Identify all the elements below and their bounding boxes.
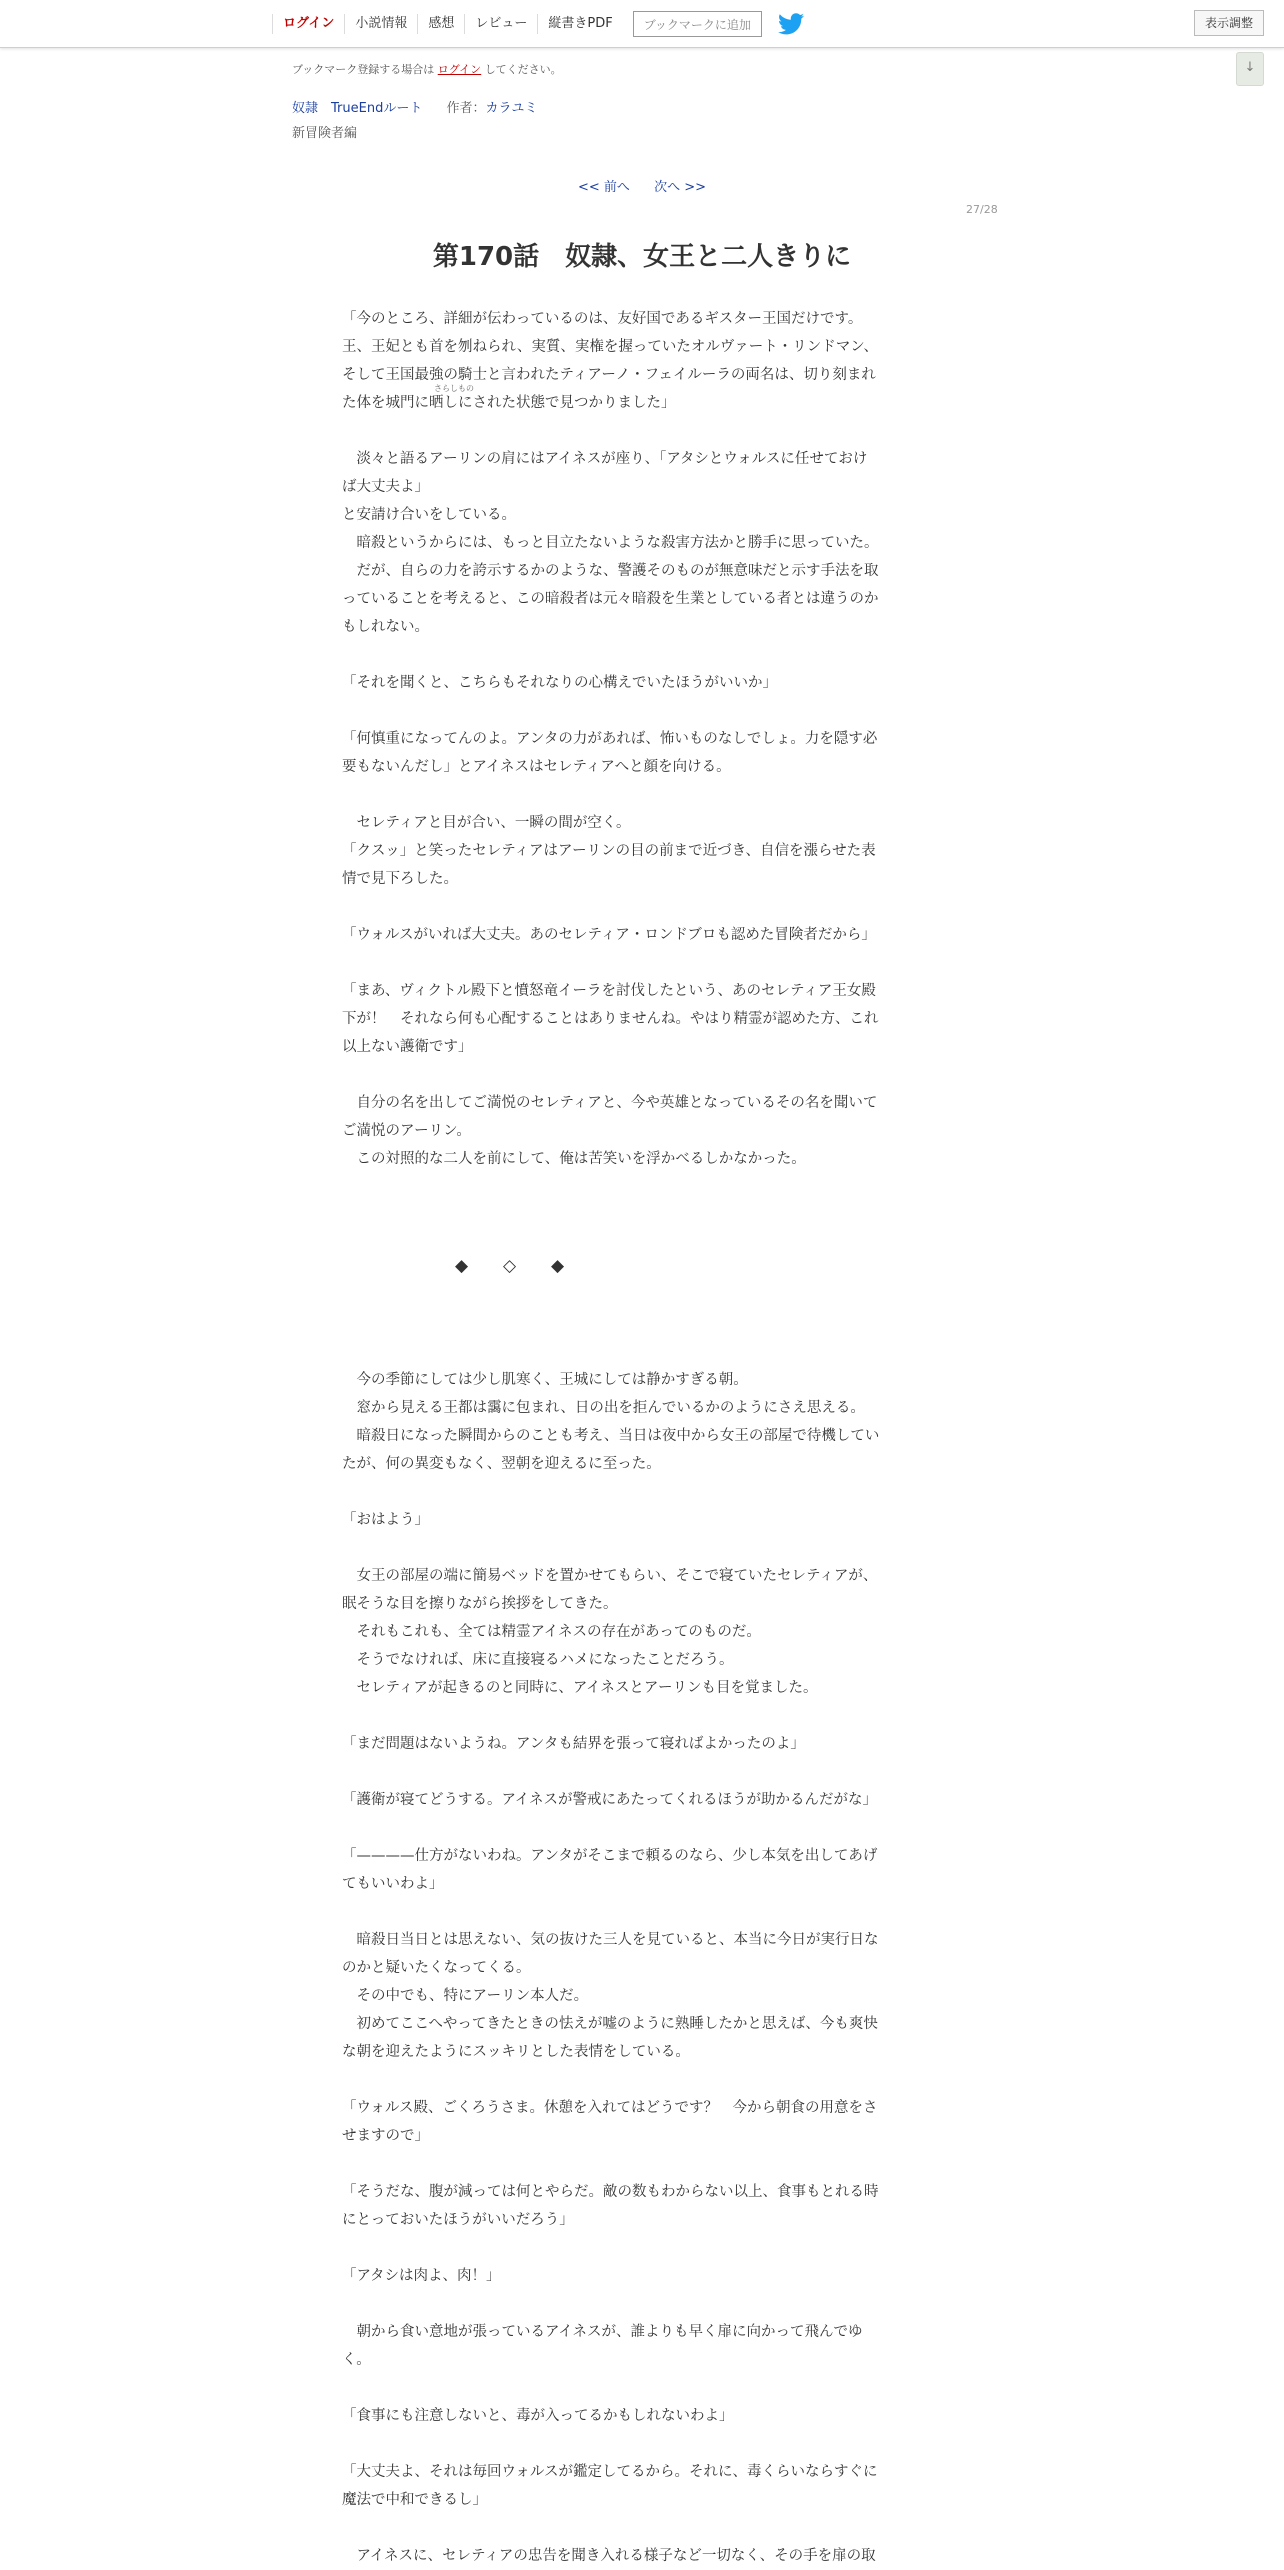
- next-link[interactable]: 次へ >>: [654, 180, 706, 195]
- body-line: [342, 2514, 942, 2542]
- body-line: [342, 697, 942, 725]
- body-line: 以上ない護衛です」: [342, 1039, 473, 1055]
- body-line: [342, 1898, 942, 1926]
- pager: [0, 176, 1284, 195]
- add-bookmark-button[interactable]: ブックマークに追加: [633, 11, 762, 37]
- separator-diamond-2: ◇: [503, 1256, 517, 1276]
- body-line: せますので」: [342, 2128, 429, 2144]
- body-line: 「まだ問題はないようね。アンタも結界を張って寝ればよかったのよ」: [342, 1736, 805, 1752]
- bookmark-notice: [292, 61, 562, 77]
- body-line: 暗殺というからには、もっと目立たないような殺害方法かと勝手に思っていた。: [342, 535, 879, 551]
- body-line: 「アタシは肉よ、肉！」: [342, 2268, 501, 2284]
- body-line: てもいいわよ」: [342, 1876, 444, 1892]
- body-line: ご満悦のアーリン。: [342, 1123, 471, 1139]
- separator-diamond-1: ◆: [455, 1256, 469, 1276]
- prev-link[interactable]: << 前へ: [578, 180, 630, 195]
- body-line: 窓から見える王都は靄に包まれ、日の出を拒んでいるかのようにさえ思える。: [342, 1400, 865, 1416]
- body-line: [342, 2066, 942, 2094]
- body-line: [342, 1061, 942, 1089]
- body-line: のかと疑いたくなってくる。: [342, 1960, 531, 1976]
- body-line: [342, 641, 942, 669]
- novel-meta: [292, 97, 538, 116]
- nav-links: [272, 0, 804, 47]
- review-link[interactable]: レビュー: [464, 14, 537, 34]
- body-line: 魔法で中和できるし」: [342, 2492, 487, 2508]
- body-line: [342, 2430, 942, 2458]
- body-line: [342, 1702, 942, 1730]
- body-line: 「何慎重になってんのよ。アンタの力があれば、怖いものなしでしょ。力を隠す必: [342, 731, 878, 747]
- body-line: セレティアが起きるのと同時に、アイネスとアーリンも目を覚ました。: [342, 1680, 818, 1696]
- body-line: 「食事にも注意しないと、毒が入ってるかもしれないわよ」: [342, 2408, 734, 2424]
- body-line: [342, 2290, 942, 2318]
- notice-login-link[interactable]: ログイン: [437, 63, 482, 76]
- body-line: 淡々と語るアーリンの肩にはアイネスが座り、「アタシとウォルスに任せておけ: [342, 451, 868, 467]
- body-line: [342, 1478, 942, 1506]
- body-line: そうでなければ、床に直接寝るハメになったことだろう。: [342, 1652, 734, 1668]
- body-line: 要もないんだし」とアイネスはセレティアへと顔を向ける。: [342, 759, 731, 775]
- body-line: だが、自らの力を誇示するかのような、警護そのものが無意味だと示す手法を取: [342, 563, 879, 579]
- vertical-pdf-link[interactable]: 縦書きPDF: [537, 14, 622, 34]
- body-line: 「ウォルスがいれば大丈夫。あのセレティア・ロンドブロも認めた冒険者だから」: [342, 927, 876, 943]
- body-line: [342, 1534, 942, 1562]
- body-line: [342, 2374, 942, 2402]
- body-line: [342, 1814, 942, 1842]
- scroll-down-button[interactable]: ↓: [1236, 52, 1264, 86]
- body-text-part1: [342, 305, 942, 1173]
- body-line: 「ウォルス殿、ごくろうさま。休憩を入れてはどうです？ 今から朝食の用意をさ: [342, 2100, 878, 2116]
- body-line: 「————仕方がないわね。アンタがそこまで頼るのなら、少し本気を出してあげ: [342, 1848, 878, 1864]
- separator-diamond-3: ◆: [551, 1256, 565, 1276]
- chapter-group-label: 新冒険者編: [292, 126, 358, 141]
- body-line: アイネスに、セレティアの忠告を聞き入れる様子など一切なく、その手を扉の取: [342, 2548, 876, 2564]
- body-line: にとっておいたほうがいいだろう」: [342, 2212, 574, 2228]
- body-line: ば大丈夫よ」: [342, 479, 429, 495]
- body-line: 「そうだな、腹が減っては何とやらだ。敵の数もわからない以上、食事もとれる時: [342, 2184, 879, 2200]
- author-link[interactable]: カラユミ: [485, 101, 538, 116]
- body-line: っていることを考えると、この暗殺者は元々暗殺を生業としている者とは違うのか: [342, 591, 879, 607]
- body-line: [342, 2150, 942, 2178]
- body-line: 「護衛が寝てどうする。アイネスが警戒にあたってくれるほうが助かるんだがな」: [342, 1792, 878, 1808]
- author-label: 作者：: [446, 101, 486, 116]
- body-line: 今の季節にしては少し肌寒く、王城にしては静かすぎる朝。: [342, 1372, 748, 1388]
- ruby-annotation: さらしもの: [434, 384, 474, 393]
- body-line: たが、何の異変もなく、翌朝を迎えるに至った。: [342, 1456, 661, 1472]
- chapter-title: 第170話 奴隷、女王と二人きりに: [432, 242, 852, 272]
- notice-prefix: ブックマーク登録する場合は: [292, 63, 435, 76]
- body-line: [342, 1758, 942, 1786]
- body-line: と安請け合いをしている。: [342, 507, 516, 523]
- body-line: 「おはよう」: [342, 1512, 429, 1528]
- body-line: 「今のところ、詳細が伝わっているのは、友好国であるギスター王国だけです。: [342, 311, 863, 327]
- twitter-icon[interactable]: [778, 13, 804, 35]
- body-line: 眠そうな目を擦りながら挨拶をしてきた。: [342, 1596, 618, 1612]
- page-count: 27/28: [966, 203, 998, 216]
- body-line: この対照的な二人を前にして、俺は苦笑いを浮かべるしかなかった。: [342, 1151, 806, 1167]
- body-line: 「大丈夫よ、それは毎回ウォルスが鑑定してるから。それに、毒くらいならすぐに: [342, 2464, 878, 2480]
- body-line: な朝を迎えたようにスッキリとした表情をしている。: [342, 2044, 690, 2060]
- body-line: 下が！ それなら何も心配することはありませんね。やはり精霊が認めた方、これ: [342, 1011, 879, 1027]
- body-line: 「まあ、ヴィクトル殿下と憤怒竜イーラを討伐したという、あのセレティア王女殿: [342, 983, 876, 999]
- body-line: [342, 417, 942, 445]
- body-line: その中でも、特にアーリン本人だ。: [342, 1988, 589, 2004]
- body-line: た体を城門に晒しにされた状態で見つかりました」: [342, 395, 676, 411]
- body-line: 暗殺日になった瞬間からのことも考え、当日は夜中から女王の部屋で待機してい: [342, 1428, 880, 1444]
- top-navigation-bar: [0, 0, 1284, 48]
- notice-suffix: してください。: [484, 63, 562, 76]
- body-line: [342, 2234, 942, 2262]
- body-line: [342, 949, 942, 977]
- body-line: 初めてここへやってきたときの怯えが嘘のように熟睡したかと思えば、今も爽快: [342, 2016, 878, 2032]
- display-settings-button[interactable]: 表示調整: [1194, 10, 1264, 36]
- body-line: 自分の名を出してご満悦のセレティアと、今や英雄となっているその名を聞いて: [342, 1095, 878, 1111]
- body-line: 「それを聞くと、こちらもそれなりの心構えでいたほうがいいか」: [342, 675, 777, 691]
- body-line: く。: [342, 2352, 371, 2368]
- series-title-link[interactable]: 奴隷 TrueEndルート: [292, 101, 423, 116]
- body-line: 王、王妃とも首を刎ねられ、実質、実権を握っていたオルヴァート・リンドマン、: [342, 339, 879, 355]
- body-line: セレティアと目が合い、一瞬の間が空く。: [342, 815, 631, 831]
- body-text-part2: [342, 1366, 942, 2570]
- body-line: [342, 893, 942, 921]
- body-line: [342, 781, 942, 809]
- impressions-link[interactable]: 感想: [417, 14, 464, 34]
- body-line: それもこれも、全ては精霊アイネスの存在があってのものだ。: [342, 1624, 761, 1640]
- body-line: 「クスッ」と笑ったセレティアはアーリンの目の前まで近づき、自信を漲らせた表: [342, 843, 876, 859]
- body-line: 女王の部屋の端に簡易ベッドを置かせてもらい、そこで寝ていたセレティアが、: [342, 1568, 878, 1584]
- body-line: もしれない。: [342, 619, 429, 635]
- body-line: 暗殺日当日とは思えない、気の抜けた三人を見ていると、本当に今日が実行日な: [342, 1932, 879, 1948]
- novel-info-link[interactable]: 小説情報: [344, 14, 417, 34]
- body-line: そして王国最強の騎士と言われたティアーノ・フェイルーラの両名は、切り刻まれ: [342, 367, 876, 383]
- body-line: 朝から食い意地が張っているアイネスが、誰よりも早く扉に向かって飛んでゆ: [342, 2324, 863, 2340]
- login-link[interactable]: ログイン: [272, 14, 344, 34]
- body-line: 情で見下ろした。: [342, 871, 458, 887]
